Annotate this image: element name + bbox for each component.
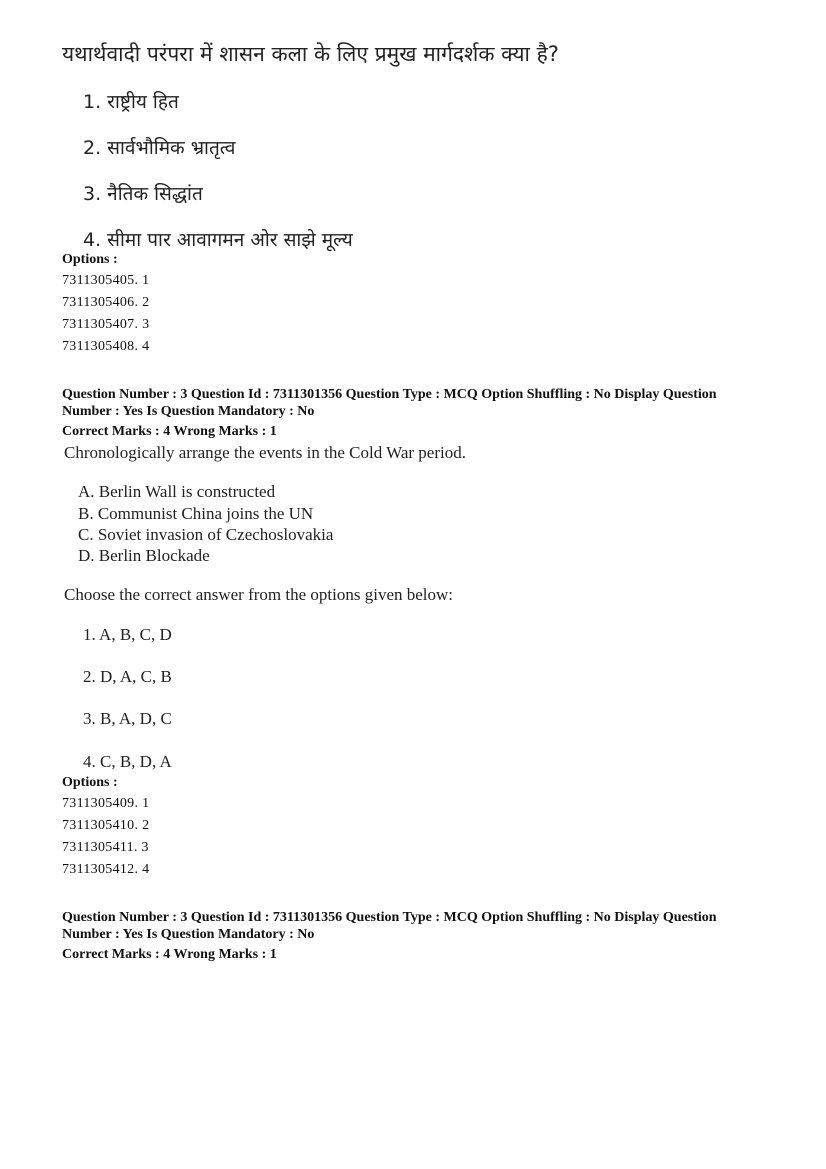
- options-label: Options :: [62, 775, 118, 790]
- option-id-1: 7311305409. 1: [62, 796, 150, 811]
- marks-line: Correct Marks : 4 Wrong Marks : 1: [62, 947, 277, 962]
- question-text: Chronologically arrange the events in the Cold War period.: [64, 443, 466, 462]
- option-id-1: 7311305405. 1: [62, 273, 150, 288]
- answer-choice-1: 1. A, B, C, D: [83, 625, 172, 644]
- choice-3: 3. नैतिक सिद्धांत: [83, 183, 203, 205]
- marks-line: Correct Marks : 4 Wrong Marks : 1: [62, 424, 277, 439]
- option-id-4: 7311305408. 4: [62, 339, 150, 354]
- choice-4: 4. सीमा पार आवागमन ओर साझे मूल्य: [83, 229, 353, 251]
- question-meta-line-1: Question Number : 3 Question Id : 7311301356 Question Type : MCQ Option Shuffling : No Display Question: [62, 910, 717, 925]
- question-meta-line-2: Number : Yes Is Question Mandatory : No: [62, 404, 315, 419]
- option-id-2: 7311305410. 2: [62, 818, 150, 833]
- event-b: B. Communist China joins the UN: [78, 504, 314, 523]
- event-a: A. Berlin Wall is constructed: [78, 482, 276, 501]
- answer-choice-3: 3. B, A, D, C: [83, 709, 172, 728]
- answer-choice-4: 4. C, B, D, A: [83, 752, 172, 771]
- option-id-2: 7311305406. 2: [62, 295, 150, 310]
- event-d: D. Berlin Blockade: [78, 546, 210, 565]
- answer-instruction: Choose the correct answer from the options given below:: [64, 585, 454, 604]
- answer-choice-2: 2. D, A, C, B: [83, 667, 172, 686]
- option-id-3: 7311305411. 3: [62, 840, 149, 855]
- option-id-4: 7311305412. 4: [62, 862, 150, 877]
- event-c: C. Soviet invasion of Czechoslovakia: [78, 525, 334, 544]
- question-meta-line-2: Number : Yes Is Question Mandatory : No: [62, 927, 315, 942]
- question-meta: [62, 386, 762, 420]
- choice-2: 2. सार्वभौमिक भ्रातृत्व: [83, 137, 236, 159]
- question-meta: [62, 909, 762, 943]
- question-text-hindi: यथार्थवादी परंपरा में शासन कला के लिए प्रमुख मार्गदर्शक क्या है?: [62, 42, 559, 66]
- choice-1: 1. राष्ट्रीय हित: [83, 91, 179, 113]
- options-label: Options :: [62, 252, 118, 267]
- question-meta-line-1: Question Number : 3 Question Id : 7311301356 Question Type : MCQ Option Shuffling : No Display Question: [62, 387, 717, 402]
- option-id-3: 7311305407. 3: [62, 317, 150, 332]
